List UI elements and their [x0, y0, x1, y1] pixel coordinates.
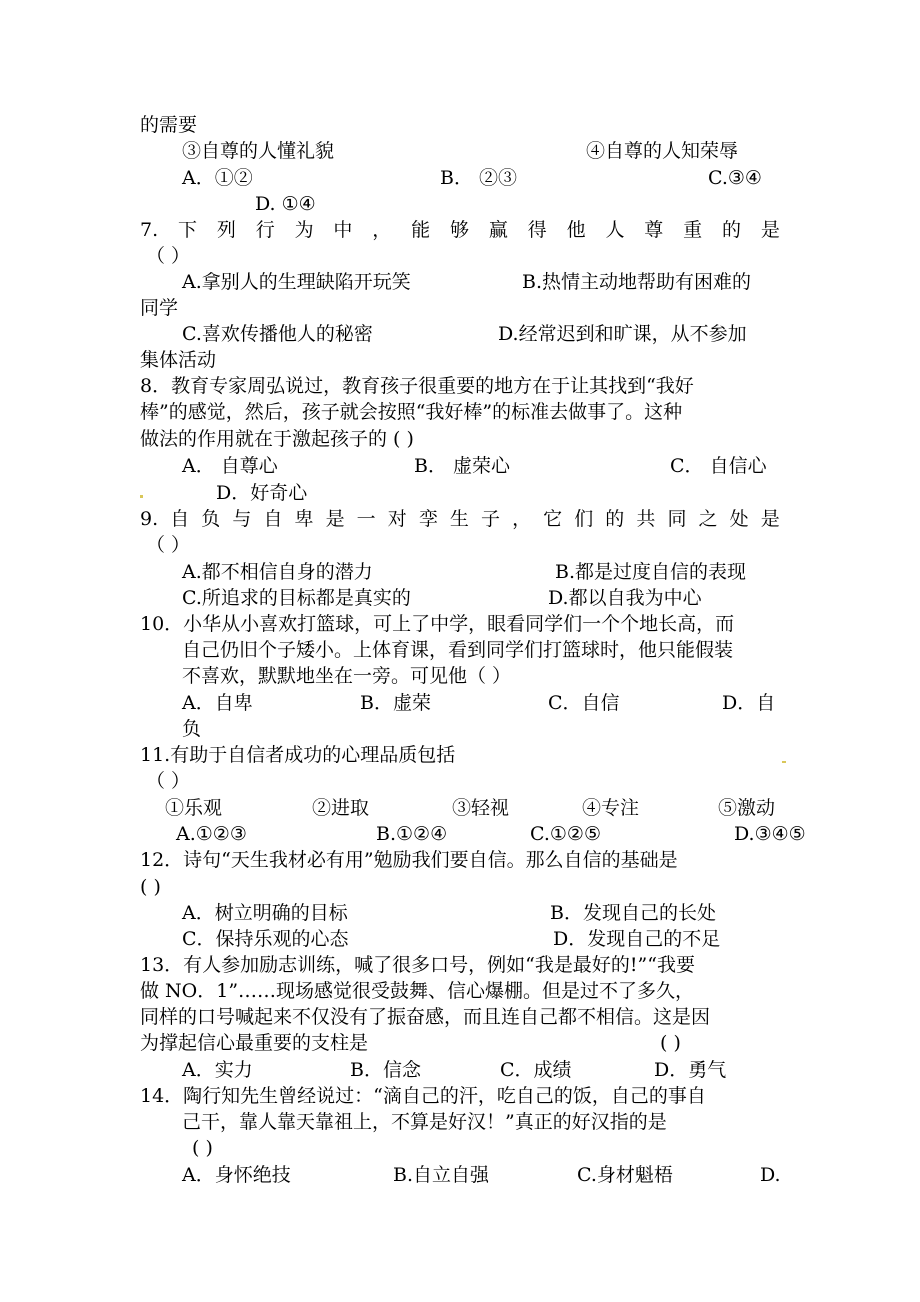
q14-option-d: D.	[760, 1164, 781, 1186]
q11-answer-paren: （ ）	[146, 770, 191, 792]
stem-char: 行	[255, 219, 275, 241]
q12-option-a: A．树立明确的目标	[182, 902, 348, 924]
q9-stem	[140, 506, 780, 532]
q14-option-c: C.身材魁梧	[577, 1164, 673, 1186]
q13-option-b: B．信念	[350, 1059, 421, 1081]
q13-line-2: 做 NO．1”……现场感觉很受鼓舞、信心爆棚。但是过不了多久，	[140, 980, 695, 1002]
stem-char: 尊	[644, 219, 664, 241]
q10-option-d: D．自	[722, 692, 776, 714]
q8-option-c: C． 自信心	[670, 455, 767, 477]
q11-line-1: 11.有助于自信者成功的心理品质包括	[140, 744, 456, 766]
q13-option-c: C．成绩	[500, 1059, 572, 1081]
q11-item-3: ③轻视	[452, 797, 510, 819]
stem-char: 同	[667, 508, 687, 530]
q14-option-a: A．身怀绝技	[182, 1164, 291, 1186]
stem-char: ，	[372, 219, 392, 241]
q7-option-b: B.热情主动地帮助有困难的	[522, 271, 752, 293]
stem-char: 他	[566, 219, 586, 241]
stem-char: 为	[294, 219, 314, 241]
stem-char: 生	[449, 508, 469, 530]
stem-char: 处	[729, 508, 749, 530]
stem-char: 重	[683, 219, 703, 241]
stem-char: 中	[333, 219, 353, 241]
q14-line-1: 14．陶行知先生曾经说过：“滴自己的汗，吃自己的饭，自己的事自	[140, 1085, 706, 1107]
stem-char: 得	[527, 219, 547, 241]
stem-char: 一	[356, 508, 376, 530]
stem-char: 列	[216, 219, 236, 241]
q12-answer-paren: ( )	[140, 876, 161, 898]
q8-line-1: 8．教育专家周弘说过，教育孩子很重要的地方在于让其找到“我好	[140, 375, 694, 397]
stem-char: 之	[698, 508, 718, 530]
stem-char: 自	[170, 508, 190, 530]
q10-option-b: B．虚荣	[360, 692, 431, 714]
q13-line-4: 为撑起信心最重要的支柱是	[140, 1032, 369, 1054]
stem-char: ，	[512, 508, 532, 530]
q11-item-2: ②进取	[312, 797, 370, 819]
q14-line-2: 己干，靠人靠天靠祖上，不算是好汉！”真正的好汉指的是	[182, 1111, 667, 1133]
stem-char: 的	[605, 508, 625, 530]
q7-option-a: A.拿别人的生理缺陷开玩笑	[182, 271, 411, 293]
q11-option-d: D.③④⑤	[734, 823, 806, 845]
stem-char: 自	[263, 508, 283, 530]
stem-char: 共	[636, 508, 656, 530]
q12-option-d: D．发现自己的不足	[553, 928, 721, 950]
stray-mark	[140, 495, 143, 498]
q6-option-c: C.③④	[708, 167, 762, 189]
q13-option-d: D．勇气	[654, 1059, 727, 1081]
q7-option-c: C.喜欢传播他人的秘密	[182, 323, 373, 345]
q8-line-2: 棒”的感觉，然后，孩子就会按照“我好棒”的标准去做事了。这种	[140, 401, 683, 423]
stray-mark	[782, 761, 786, 763]
q7-option-d-cont: 集体活动	[140, 349, 217, 371]
q13-answer-paren: ( )	[660, 1032, 681, 1054]
q11-option-b: B.①②④	[376, 823, 448, 845]
q14-answer-paren: ( )	[192, 1137, 213, 1159]
q8-option-d: D．好奇心	[216, 482, 308, 504]
q14-option-b: B.自立自强	[393, 1164, 490, 1186]
q6-item-4: ④自尊的人知荣辱	[586, 140, 739, 162]
q7-answer-paren: （ ）	[146, 245, 191, 267]
stem-char: 是	[325, 508, 345, 530]
q7-option-b-cont: 同学	[140, 297, 179, 319]
q9-option-a: A.都不相信自身的潜力	[182, 561, 373, 583]
q11-option-c: C.①②⑤	[530, 823, 601, 845]
q6-option-b: B． ②③	[440, 167, 518, 189]
stem-char: 的	[722, 219, 742, 241]
q9-option-c: C.所追求的目标都是真实的	[182, 587, 411, 609]
stem-char: 孪	[418, 508, 438, 530]
q13-line-1: 13．有人参加励志训练，喊了很多口号，例如“我是最好的!”“我要	[140, 954, 695, 976]
stem-char: 卑	[294, 508, 314, 530]
q9-option-d: D.都以自我为中心	[548, 587, 702, 609]
q12-option-c: C．保持乐观的心态	[182, 928, 349, 950]
stem-char: 子	[480, 508, 500, 530]
stem-char: 负	[201, 508, 221, 530]
q10-option-d-cont: 负	[182, 718, 202, 740]
q12-line-1: 12．诗句“天生我材必有用”勉励我们要自信。那么自信的基础是	[140, 849, 678, 871]
q7-stem	[140, 217, 780, 243]
stem-char: 它	[543, 508, 563, 530]
q12-option-b: B．发现自己的长处	[550, 902, 716, 924]
q6-item-3: ③自尊的人懂礼貌	[182, 140, 335, 162]
q10-line-1: 10．小华从小喜欢打篮球，可上了中学，眼看同学们一个个地长高，而	[140, 613, 735, 635]
stem-char: 赢	[488, 219, 508, 241]
stem-char: 7.	[140, 219, 159, 241]
stem-char: 能	[411, 219, 431, 241]
q7-option-d: D.经常迟到和旷课，从不参加	[498, 323, 747, 345]
stem-char: 下	[177, 219, 197, 241]
q9-answer-paren: （ ）	[146, 534, 191, 556]
q10-line-2: 自己仍旧个子矮小。上体育课，看到同学们打篮球时，他只能假装	[182, 639, 734, 661]
q10-line-3: 不喜欢，默默地坐在一旁。可见他（ ）	[182, 665, 512, 687]
q10-option-c: C．自信	[548, 692, 620, 714]
q11-option-a: A.①②③	[176, 823, 247, 845]
q13-line-3: 同样的口号喊起来不仅没有了振奋感，而且连自己都不相信。这是因	[140, 1006, 711, 1028]
q11-item-5: ⑤激动	[718, 797, 776, 819]
q8-option-b: B． 虚荣心	[414, 455, 511, 477]
q6-option-d: D. ①④	[255, 193, 316, 215]
stem-char: 们	[574, 508, 594, 530]
q8-line-3: 做法的作用就在于激起孩子的 ( )	[140, 428, 414, 450]
stem-char: 9.	[140, 508, 159, 530]
q6-tail: 的需要	[140, 114, 198, 136]
stem-char: 是	[760, 219, 780, 241]
q10-option-a: A．自卑	[182, 692, 253, 714]
stem-char: 是	[760, 508, 780, 530]
q11-item-4: ④专注	[582, 797, 640, 819]
q13-option-a: A．实力	[182, 1059, 253, 1081]
q9-option-b: B.都是过度自信的表现	[555, 561, 747, 583]
stem-char: 人	[605, 219, 625, 241]
q8-option-a: A． 自尊心	[182, 455, 278, 477]
q11-item-1: ①乐观	[165, 797, 223, 819]
stem-char: 与	[232, 508, 252, 530]
stem-char: 对	[387, 508, 407, 530]
q6-option-a: A．①②	[182, 167, 253, 189]
stem-char: 够	[450, 219, 470, 241]
